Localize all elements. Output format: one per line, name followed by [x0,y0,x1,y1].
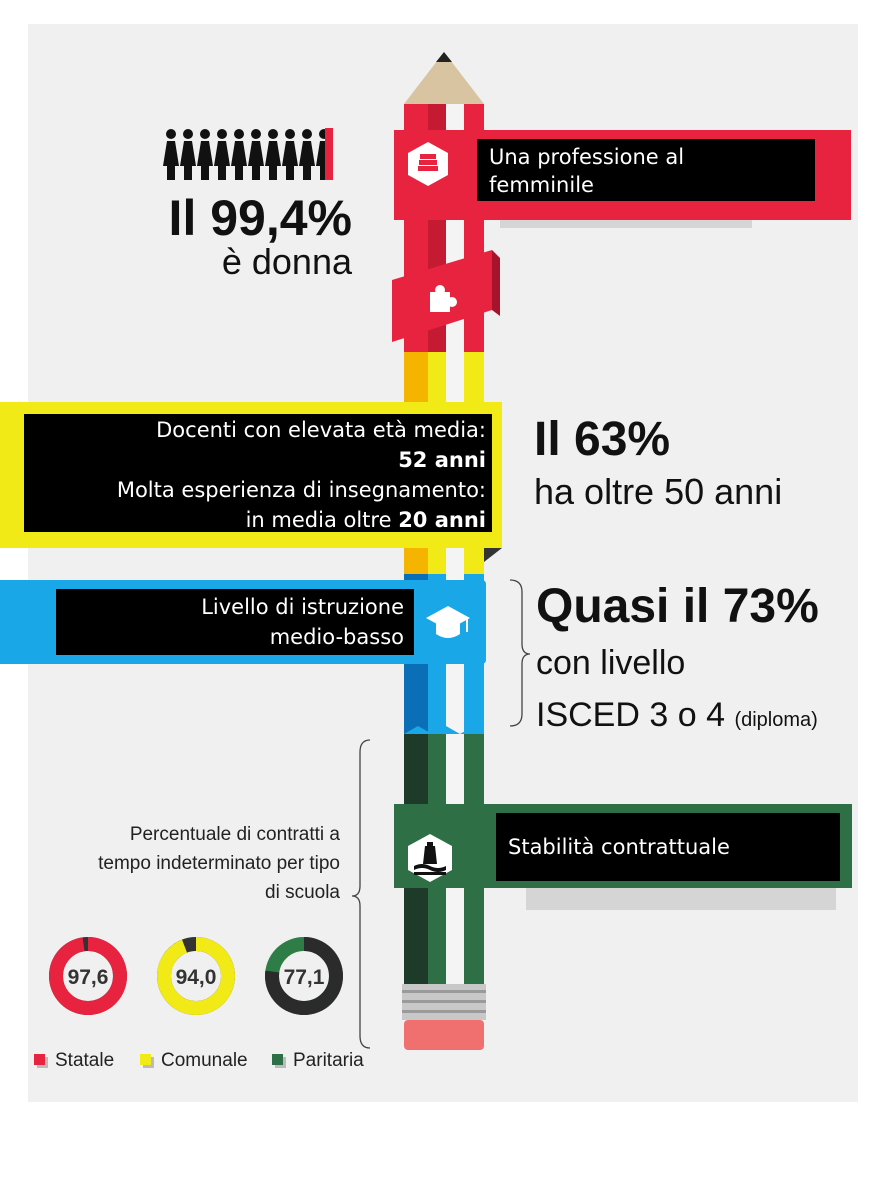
stability-caption-line1: Percentuale di contratti a [129,824,340,845]
women-title-line2: femminile [489,173,594,197]
woman-figure-icon [231,129,247,180]
women-title-line1: Una professione al [489,145,685,169]
legend-item [272,1050,364,1072]
education-bracket [500,578,530,728]
stability-title: Stabilità contrattuale [508,835,730,859]
contract-donut-charts [40,930,360,1030]
legend-label: Paritaria [293,1050,364,1071]
age-line4-bold: 20 anni [398,508,486,532]
women-figures-icon [163,128,353,188]
stability-title-box [496,813,840,881]
education-line1: Livello di istruzione [201,595,404,619]
woman-figure-icon [265,129,281,180]
women-stat-big: Il 99,4% [168,190,352,246]
legend-item [34,1050,114,1072]
donut-value-label: 77,1 [283,966,325,989]
women-stat-small: è donna [221,241,352,282]
graduation-cap-icon [424,604,472,644]
stability-caption [28,820,340,907]
age-line1: Docenti con elevata età media: [156,418,486,442]
woman-figure-icon [197,129,213,180]
legend-label: Statale [55,1050,115,1071]
education-stat-big: Quasi il 73% [536,580,819,633]
woman-figure-icon [214,129,230,180]
woman-figure-male-share-icon [325,128,333,180]
legend-item [140,1050,248,1072]
woman-figure-icon [299,129,315,180]
age-line2: 52 anni [398,448,486,472]
lighthouse-icon [404,832,456,882]
age-line4 [246,506,486,534]
ribbon-banner [392,250,502,350]
education-stat-line2: con livello [536,644,686,682]
education-text-box [56,589,414,655]
stability-caption-line3: di scuola [265,882,340,903]
legend-swatch [140,1054,151,1065]
legend-label: Comunale [161,1050,248,1071]
woman-figure-icon [316,128,333,180]
woman-figure-icon [248,129,264,180]
books-icon [404,140,452,188]
education-stat-line3: ISCED 3 o 4 [536,696,725,734]
pencil-lead [436,52,452,62]
age-text-box [24,414,492,532]
education-stat-note: (diploma) [734,709,818,731]
education-stat-line3-row [536,694,818,741]
woman-figure-icon [180,129,196,180]
education-line2: medio-basso [269,625,404,649]
woman-figure-icon [163,129,179,180]
pencil-eraser [404,1020,484,1050]
age-stat-small: ha oltre 50 anni [534,471,783,512]
women-title-box [477,139,815,201]
woman-figure-icon [282,129,298,180]
legend-swatch [272,1054,283,1065]
stability-caption-line2: tempo indeterminato per tipo [98,853,340,874]
donut-value-label: 97,6 [67,966,109,989]
legend-swatch [34,1054,45,1065]
age-line3: Molta esperienza di insegnamento: [116,478,486,502]
donut-value-label: 94,0 [175,966,217,989]
age-stat-big: Il 63% [534,413,671,466]
age-line4-prefix: in media oltre [245,508,399,532]
